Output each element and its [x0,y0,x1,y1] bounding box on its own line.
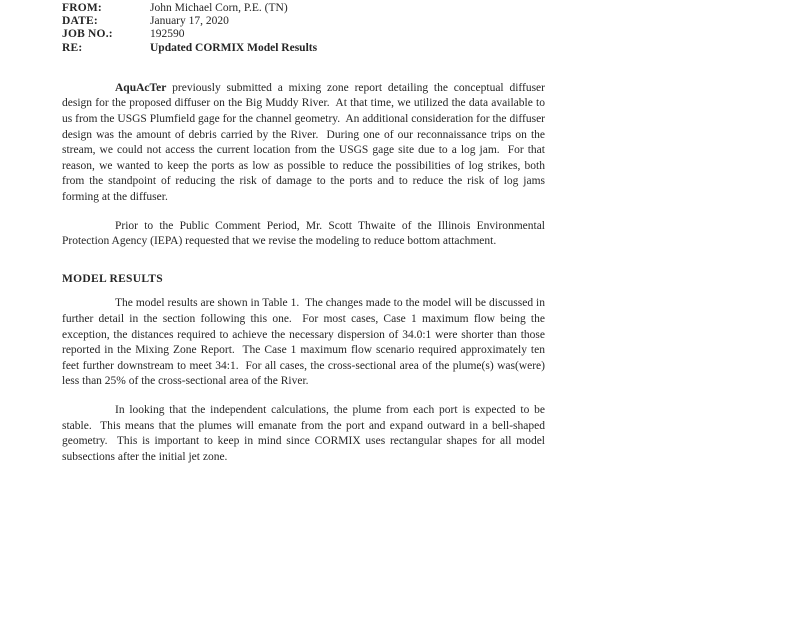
paragraph-plume-stability: In looking that the independent calculations, the plume from each port is expected to be stable. This means that the plumes will emanate from the port and expand outward in a bell-shaped geometry. This is important to keep in mind since CORMIX uses rectangular shapes for all model subsections after the initial jet zone. [62,403,548,463]
memo-field-re [62,42,545,55]
paragraph-intro-text: previously submitted a mixing zone report detailing the conceptual diffuser design for the proposed diffuser on the Big Muddy River. At that time, we utilized the data available to us from the USGS Plumfield gage for the channel geometry. An additional consideration for the diffuser design was the amount of debris carried by the River. During one of our reconnaissance trips on the stream, we could not access the current location from the USGS gage site due to a log jam. For that reason, we wanted to keep the ports as low as possible to reduce the possibilities of log strikes, both from the standpoint of reducing the risk of damage to the ports and to reduce the risk of log jams forming at the diffuser. [62,81,548,203]
memo-body [62,81,548,465]
paragraph-intro [62,81,548,206]
memo-field-job-no [62,28,545,41]
memo-field-from [62,2,545,15]
memo-document [62,2,548,478]
memo-field-date [62,15,545,28]
memo-field-label: RE: [62,41,83,54]
memo-field-label: JOB NO.: [62,28,113,41]
paragraph-model-results: The model results are shown in Table 1. The changes made to the model will be discussed in further detail in the section following this one. For most cases, Case 1 maximum flow being the exception, the distances required to achieve the necessary dispersion of 34.0:1 were shorter than those reported in the Mixing Zone Report. The Case 1 maximum flow scenario required approximately ten feet further downstream to meet 34:1. For all cases, the cross-sectional area of the plume(s) was(were) less than 25% of the cross-sectional area of the River. [62,297,548,388]
memo-field-value: John Michael Corn, P.E. (TN) [150,2,288,14]
memo-field-value: Updated CORMIX Model Results [150,41,318,54]
section-heading-model-results: MODEL RESULTS [62,272,163,285]
paragraph-iepa-request: Prior to the Public Comment Period, Mr. Scott Thwaite of the Illinois Environmental Protection Agency (IEPA) requested that we revise the modeling to reduce bottom attachment. [62,219,548,248]
memo-field-value: January 17, 2020 [150,15,229,28]
memo-field-label: FROM: [62,2,102,14]
memo-field-value: 192590 [150,28,185,41]
company-name: AquAcTer [115,81,167,94]
memo-header [62,2,545,55]
memo-field-label: DATE: [62,15,98,28]
